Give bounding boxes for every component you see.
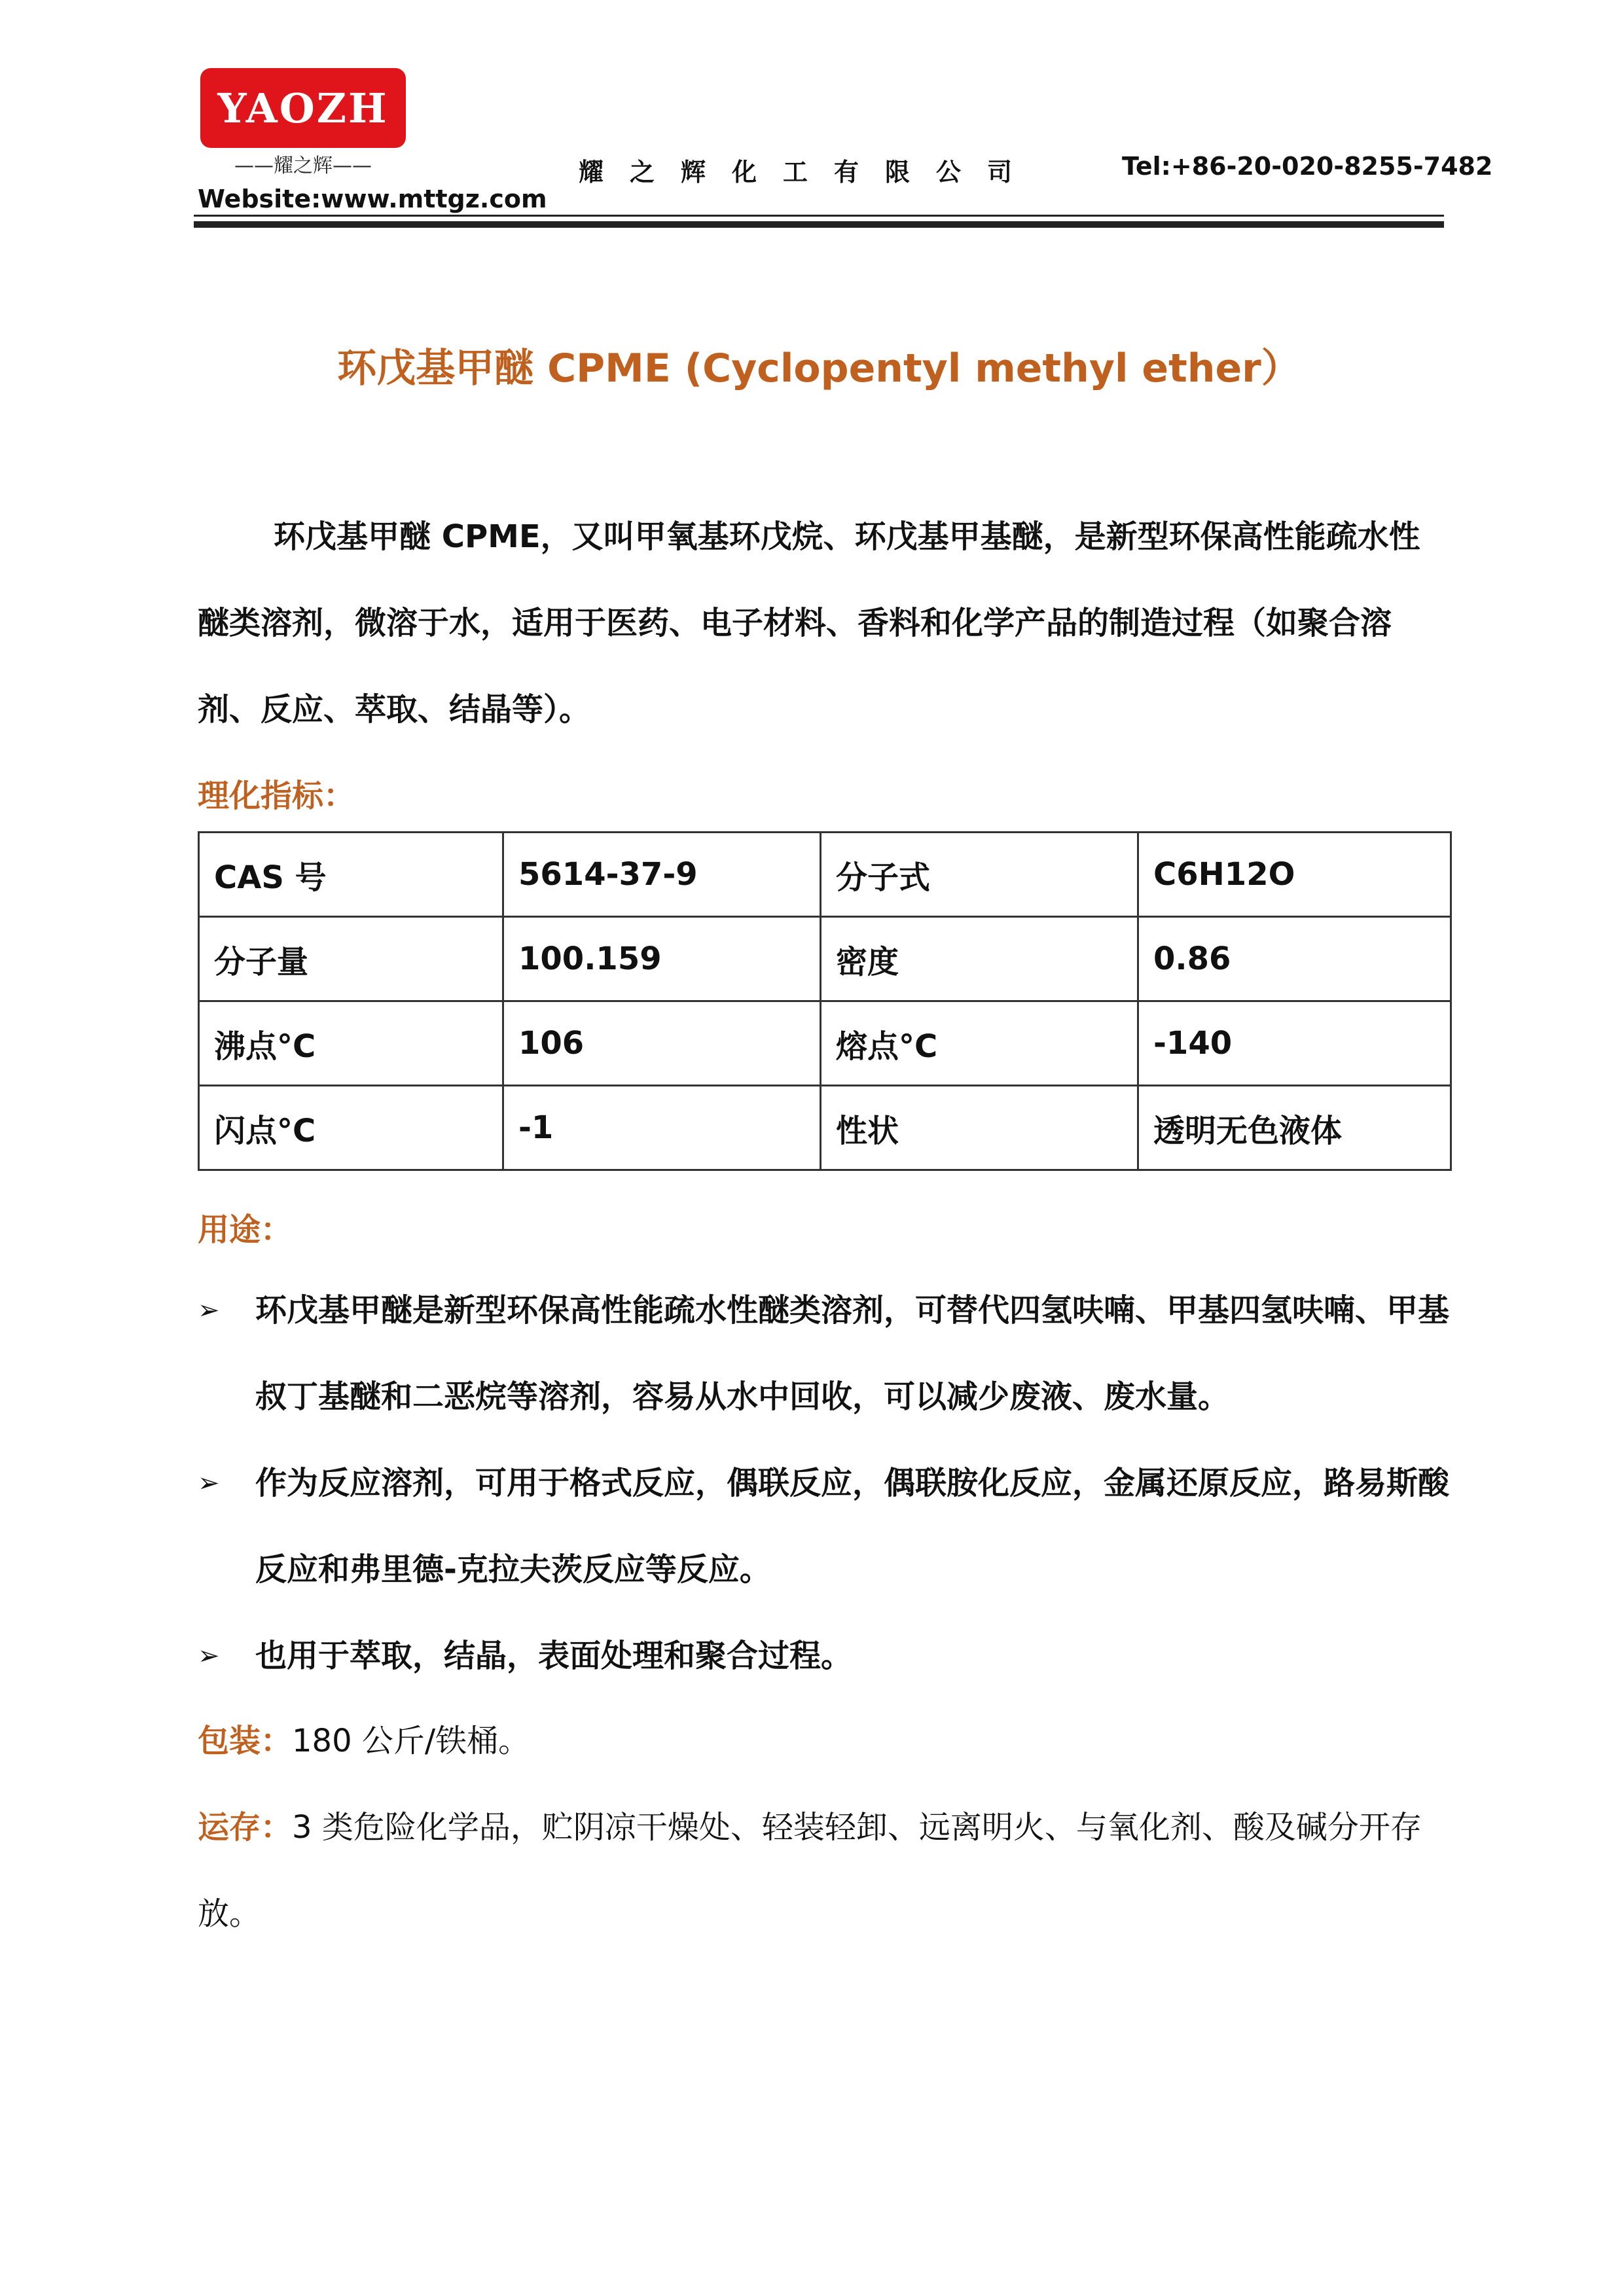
list-item-text: 环戊基甲醚是新型环保高性能疏水性醚类溶剂，可替代四氢呋喃、甲基四氢呋喃、甲基叔丁基醚和二恶烷等溶剂，容易从水中回收，可以减少废液、废水量。 <box>255 1292 1450 1415</box>
telephone-text: Tel:+86-20-020-8255-7482 <box>1122 152 1493 181</box>
table-cell: 5614-37-9 <box>503 833 821 917</box>
header-rule-bottom <box>194 221 1444 228</box>
intro-paragraph <box>198 493 1441 753</box>
header-rule-top <box>194 215 1444 217</box>
table-row <box>199 1001 1451 1086</box>
list-item <box>198 1440 1454 1613</box>
table-cell: CAS 号 <box>199 833 503 917</box>
table-row <box>199 917 1451 1001</box>
website-text: Website:www.mttgz.com <box>198 185 547 213</box>
arrow-bullet-icon: ➢ <box>198 1468 220 1498</box>
table-cell: 密度 <box>821 917 1138 1001</box>
company-name: 耀之辉化工有限公司 <box>579 158 1039 187</box>
document-title: 环戊基甲醚 CPME (Cyclopentyl methyl ether） <box>337 346 1301 391</box>
packaging-line <box>198 1698 1441 1784</box>
table-row <box>199 1086 1451 1170</box>
table-cell: 闪点°C <box>199 1086 503 1170</box>
table-cell: 分子式 <box>821 833 1138 917</box>
table-cell: C6H12O <box>1138 833 1451 917</box>
list-item-text: 作为反应溶剂，可用于格式反应，偶联反应，偶联胺化反应，金属还原反应，路易斯酸反应和弗里德-克拉夫茨反应等反应。 <box>255 1465 1450 1588</box>
table-cell: 性状 <box>821 1086 1138 1170</box>
table-cell: 熔点°C <box>821 1001 1138 1086</box>
storage-paragraph <box>198 1784 1441 1957</box>
logo-subtitle: ——耀之辉—— <box>234 154 372 177</box>
table-cell: -140 <box>1138 1001 1451 1086</box>
table-cell: 0.86 <box>1138 917 1451 1001</box>
uses-list <box>198 1267 1454 1699</box>
packaging-label: 包装： <box>198 1723 293 1759</box>
properties-heading: 理化指标： <box>198 778 355 814</box>
table-cell: 沸点°C <box>199 1001 503 1086</box>
table-cell: 透明无色液体 <box>1138 1086 1451 1170</box>
arrow-bullet-icon: ➢ <box>198 1641 220 1671</box>
table-cell: 100.159 <box>503 917 821 1001</box>
list-item <box>198 1267 1454 1440</box>
table-cell: 分子量 <box>199 917 503 1001</box>
list-item <box>198 1613 1454 1699</box>
table-row <box>199 833 1451 917</box>
arrow-bullet-icon: ➢ <box>198 1295 220 1325</box>
table-cell: -1 <box>503 1086 821 1170</box>
list-item-text: 也用于萃取，结晶，表面处理和聚合过程。 <box>255 1638 853 1674</box>
storage-label: 运存： <box>198 1809 293 1846</box>
company-logo: YAOZH <box>200 68 406 148</box>
uses-heading: 用途： <box>198 1211 293 1248</box>
packaging-text: 180 公斤/铁桶。 <box>292 1723 530 1759</box>
properties-table <box>198 831 1452 1171</box>
table-cell: 106 <box>503 1001 821 1086</box>
storage-text: 3 类危险化学品，贮阴凉干燥处、轻装轻卸、远离明火、与氧化剂、酸及碱分开存放。 <box>198 1809 1422 1932</box>
intro-text: 环戊基甲醚 CPME，又叫甲氧基环戊烷、环戊基甲基醚，是新型环保高性能疏水性醚类溶剂，微溶于水，适用于医药、电子材料、香料和化学产品的制造过程（如聚合溶剂、反应、萃取、结晶等）。 <box>198 518 1420 728</box>
